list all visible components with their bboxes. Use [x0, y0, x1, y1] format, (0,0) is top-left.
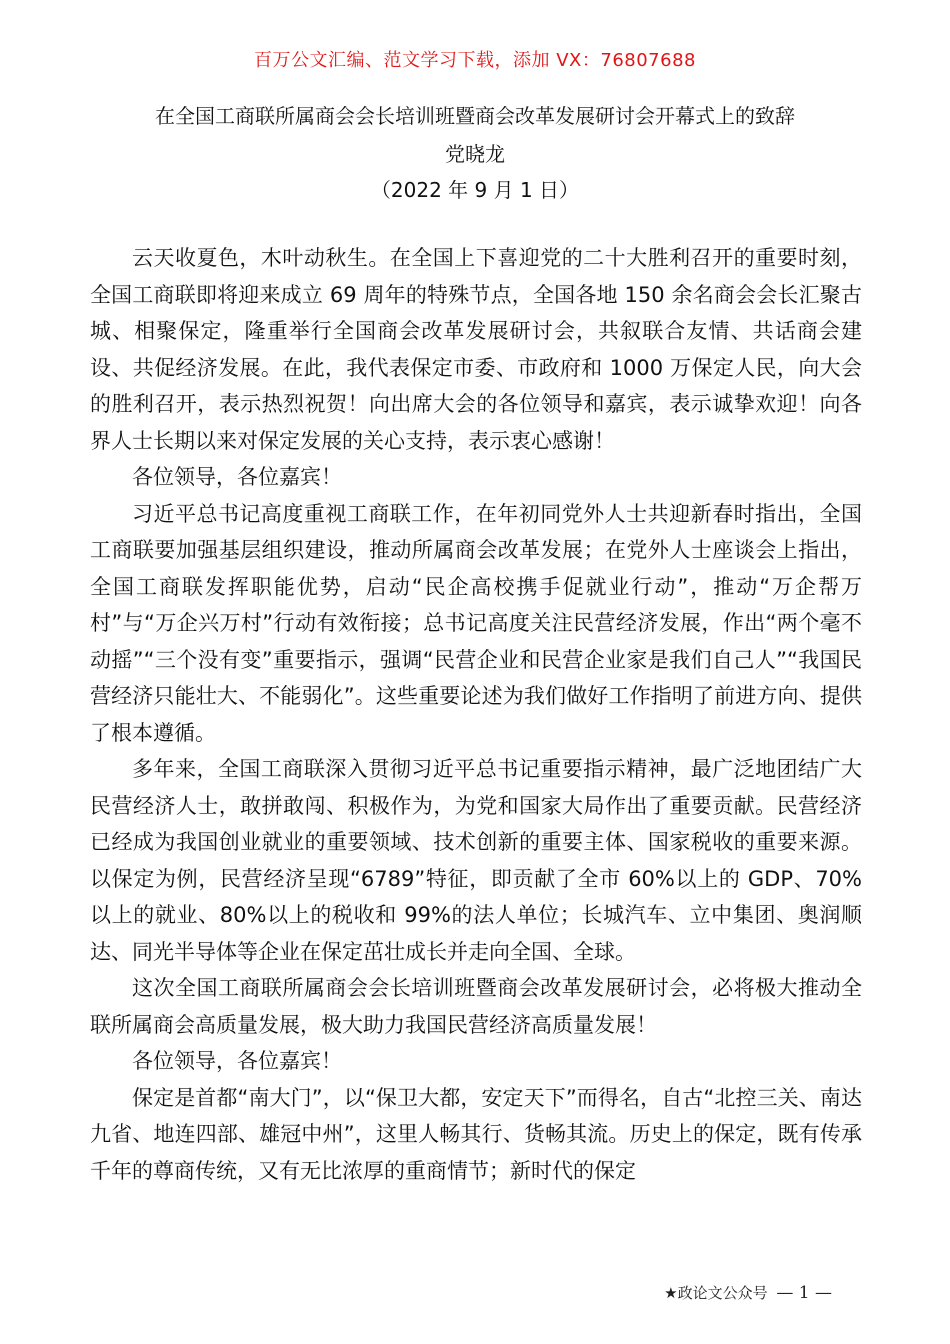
page-footer: [664, 1282, 832, 1303]
document-author: 党晓龙: [445, 142, 505, 166]
paragraph: 保定是首都“南大门”，以“保卫大都，安定天下”而得名，自古“北控三关、南达九省、地连四部、雄冠中州”，这里人畅其行、货畅其流。历史上的保定，既有传承千年的尊商传统，又有无比浓厚的重商情节；新时代的保定: [90, 1085, 862, 1183]
paragraph: 多年来，全国工商联深入贯彻习近平总书记重要指示精神，最广泛地团结广大民营经济人士，敢拼敢闯、积极作为，为党和国家大局作出了重要贡献。民营经济已经成为我国创业就业的重要领域、技术创新的重要主体、国家税收的重要来源。以保定为例，民营经济呈现“6789”特征，即贡献了全市 60%以上的 GDP、70%以上的就业、80%以上的税收和 99%的法人单位；长城汽车、立中集团、奥润顺达、同光半导体等企业在保定茁壮成长并走向全国、全球。: [90, 757, 862, 964]
paragraph: 云天收夏色，木叶动秋生。在全国上下喜迎党的二十大胜利召开的重要时刻，全国工商联即将迎来成立 69 周年的特殊节点，全国各地 150 余名商会会长汇聚古城、相聚保定，隆重举行全国商会改革发展研讨会，共叙联合友情、共话商会建设、共促经济发展。在此，我代表保定市委、市政府和 1000 万保定人民，向大会的胜利召开，表示热烈祝贺！向出席大会的各位领导和嘉宾，表示诚挚欢迎！向各界人士长期以来对保定发展的关心支持，表示衷心感谢！: [90, 246, 862, 453]
footer-label: ★政论文公众号: [664, 1284, 768, 1302]
paragraph: 各位领导，各位嘉宾！: [132, 465, 342, 489]
download-banner: 百万公文汇编、范文学习下载，添加 VX：76807688: [254, 50, 696, 71]
document-body: [90, 240, 862, 1189]
paragraph: 这次全国工商联所属商会会长培训班暨商会改革发展研讨会，必将极大推动全联所属商会高质量发展，极大助力我国民营经济高质量发展！: [90, 976, 862, 1037]
document-date: （2022 年 9 月 1 日）: [370, 178, 580, 202]
document-title: 在全国工商联所属商会会长培训班暨商会改革发展研讨会开幕式上的致辞: [155, 104, 795, 128]
page-number: — 1 —: [776, 1283, 832, 1303]
paragraph: 习近平总书记高度重视工商联工作，在年初同党外人士共迎新春时指出，全国工商联要加强基层组织建设，推动所属商会改革发展；在党外人士座谈会上指出，全国工商联发挥职能优势，启动“民企高校携手促就业行动”，推动“万企帮万村”与“万企兴万村”行动有效衔接；总书记高度关注民营经济发展，作出“两个毫不动摇”“三个没有变”重要指示，强调“民营企业和民营企业家是我们自己人”“我国民营经济只能壮大、不能弱化”。这些重要论述为我们做好工作指明了前进方向、提供了根本遵循。: [90, 501, 862, 745]
paragraph: 各位领导，各位嘉宾！: [132, 1049, 342, 1073]
